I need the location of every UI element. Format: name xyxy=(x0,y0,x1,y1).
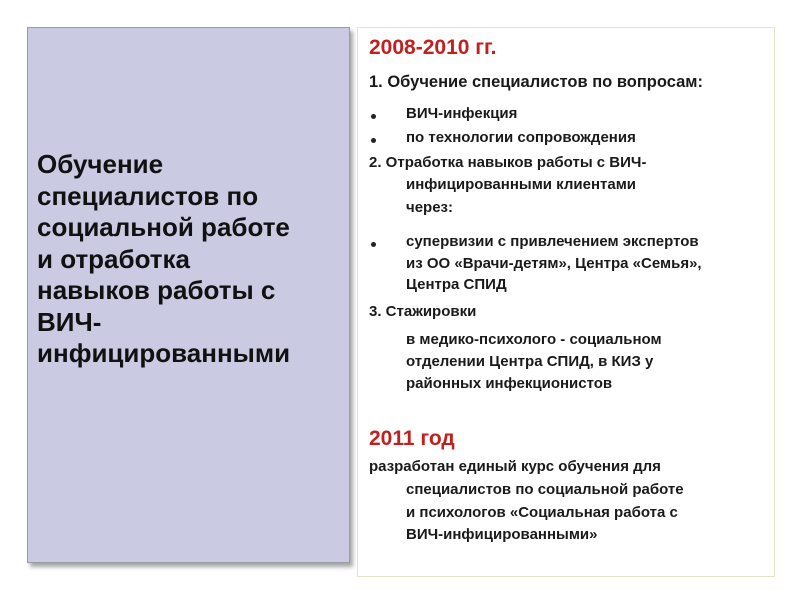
year-heading-2011: 2011 год xyxy=(369,427,455,450)
item-2-line-1: 2. Отработка навыков работы с ВИЧ- xyxy=(369,154,647,171)
summary-line-3: и психологов «Социальная работа с xyxy=(406,504,678,521)
item-3-line-1: в медико-психолого - социальном xyxy=(406,331,662,348)
item-1-bullet-technology: по технологии сопровождения xyxy=(406,129,636,146)
summary-line-4: ВИЧ-инфицированными» xyxy=(406,526,598,543)
item-3-heading: 3. Стажировки xyxy=(369,303,477,320)
bullet-dot xyxy=(371,114,376,119)
item-1-bullet-hiv: ВИЧ-инфекция xyxy=(406,105,518,122)
item-2-line-3: через: xyxy=(406,199,454,216)
item-1-heading: 1. Обучение специалистов по вопросам: xyxy=(369,73,704,91)
left-panel xyxy=(27,27,350,563)
panel-title: Обучение специалистов по социальной работе и отработка навыков работы с ВИЧ- инфицированными xyxy=(37,149,291,368)
item-2-line-2: инфицированными клиентами xyxy=(406,176,637,193)
right-panel xyxy=(357,27,775,577)
item-3-line-3: районных инфекционистов xyxy=(406,375,613,392)
item-2-bullet-line-2: из ОО «Врачи-детям», Центра «Семья», xyxy=(406,255,702,272)
item-2-bullet-line-3: Центра СПИД xyxy=(406,276,507,293)
bullet-dot xyxy=(371,138,376,143)
item-3-line-2: отделении Центра СПИД, в КИЗ у xyxy=(406,353,654,370)
item-2-bullet-line-1: супервизии с привлечением экспертов xyxy=(406,233,699,250)
summary-line-1: разработан единый курс обучения для xyxy=(369,458,661,475)
year-heading-2008-2010: 2008-2010 гг. xyxy=(369,36,497,59)
bullet-dot xyxy=(371,242,376,247)
summary-line-2: специалистов по социальной работе xyxy=(406,481,684,498)
